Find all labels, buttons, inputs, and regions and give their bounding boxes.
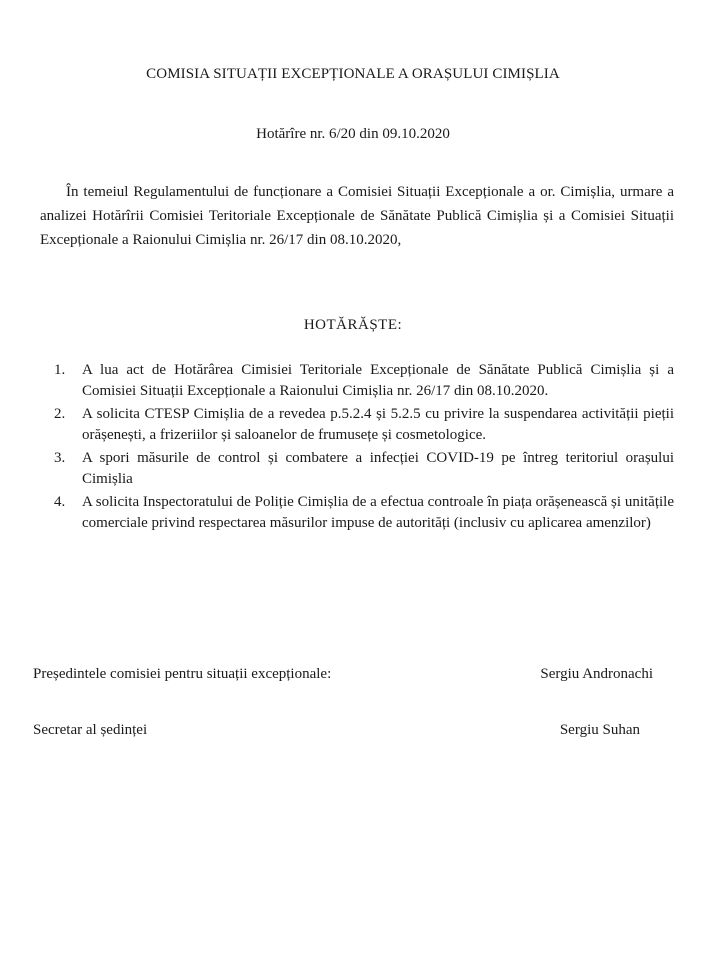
decision-item-1 [40, 360, 674, 402]
decision-item-number: 1. [54, 362, 66, 378]
decides-heading: HOTĂRĂȘTE: [303, 317, 403, 333]
decision-item-3 [40, 448, 674, 490]
decision-item-text: A spori măsurile de control și combatere a infecției COVID-19 pe întreg teritoriul orașului Cimișlia [82, 450, 674, 487]
decision-item-number: 4. [54, 494, 66, 510]
decision-item-text: A solicita CTESP Cimișlia de a revedea p.5.2.4 și 5.2.5 cu privire la suspendarea activității pieții orășenești, a frizeriilor și saloanelor de frumusețe și cosmetologice. [82, 406, 674, 443]
decision-list [40, 360, 674, 536]
decision-item-number: 2. [54, 406, 66, 422]
decision-item-number: 3. [54, 450, 66, 466]
decision-number: Hotărîre nr. 6/20 din 09.10.2020 [256, 126, 450, 142]
decision-item-text: A lua act de Hotărârea Cimisiei Teritoriale Excepționale de Sănătate Publică Cimișlia și a Comisiei Situații Excepționale a Raionului Cimișlia nr. 26/17 din 08.10.2020. [82, 362, 674, 399]
decision-item-text: A solicita Inspectoratului de Poliție Cimișlia de a efectua controale în piața orășenească și unitățile comerciale privind respectarea măsurilor impuse de autorități (inclusiv cu aplicarea amenzilor) [82, 494, 674, 531]
president-role-label: Președintele comisiei pentru situații excepționale: [33, 666, 332, 682]
document-header-title: COMISIA SITUAȚII EXCEPȚIONALE A ORAȘULUI CIMIȘLIA [146, 66, 560, 82]
secretary-name: Sergiu Suhan [559, 722, 640, 738]
decision-item-4 [40, 492, 674, 534]
president-name: Sergiu Andronachi [540, 666, 653, 682]
preamble-paragraph: În temeiul Regulamentului de funcționare a Comisiei Situații Excepționale a or. Cimișlia, urmare a analizei Hotărîrii Comisiei Teritoriale Excepționale de Sănătate Publică Cimișlia și a Comisiei Situații Excepționale a Raionului Cimișlia nr. 26/17 din 08.10.2020, [40, 184, 674, 248]
decision-item-2 [40, 404, 674, 446]
secretary-role-label: Secretar al ședinței [33, 722, 148, 738]
